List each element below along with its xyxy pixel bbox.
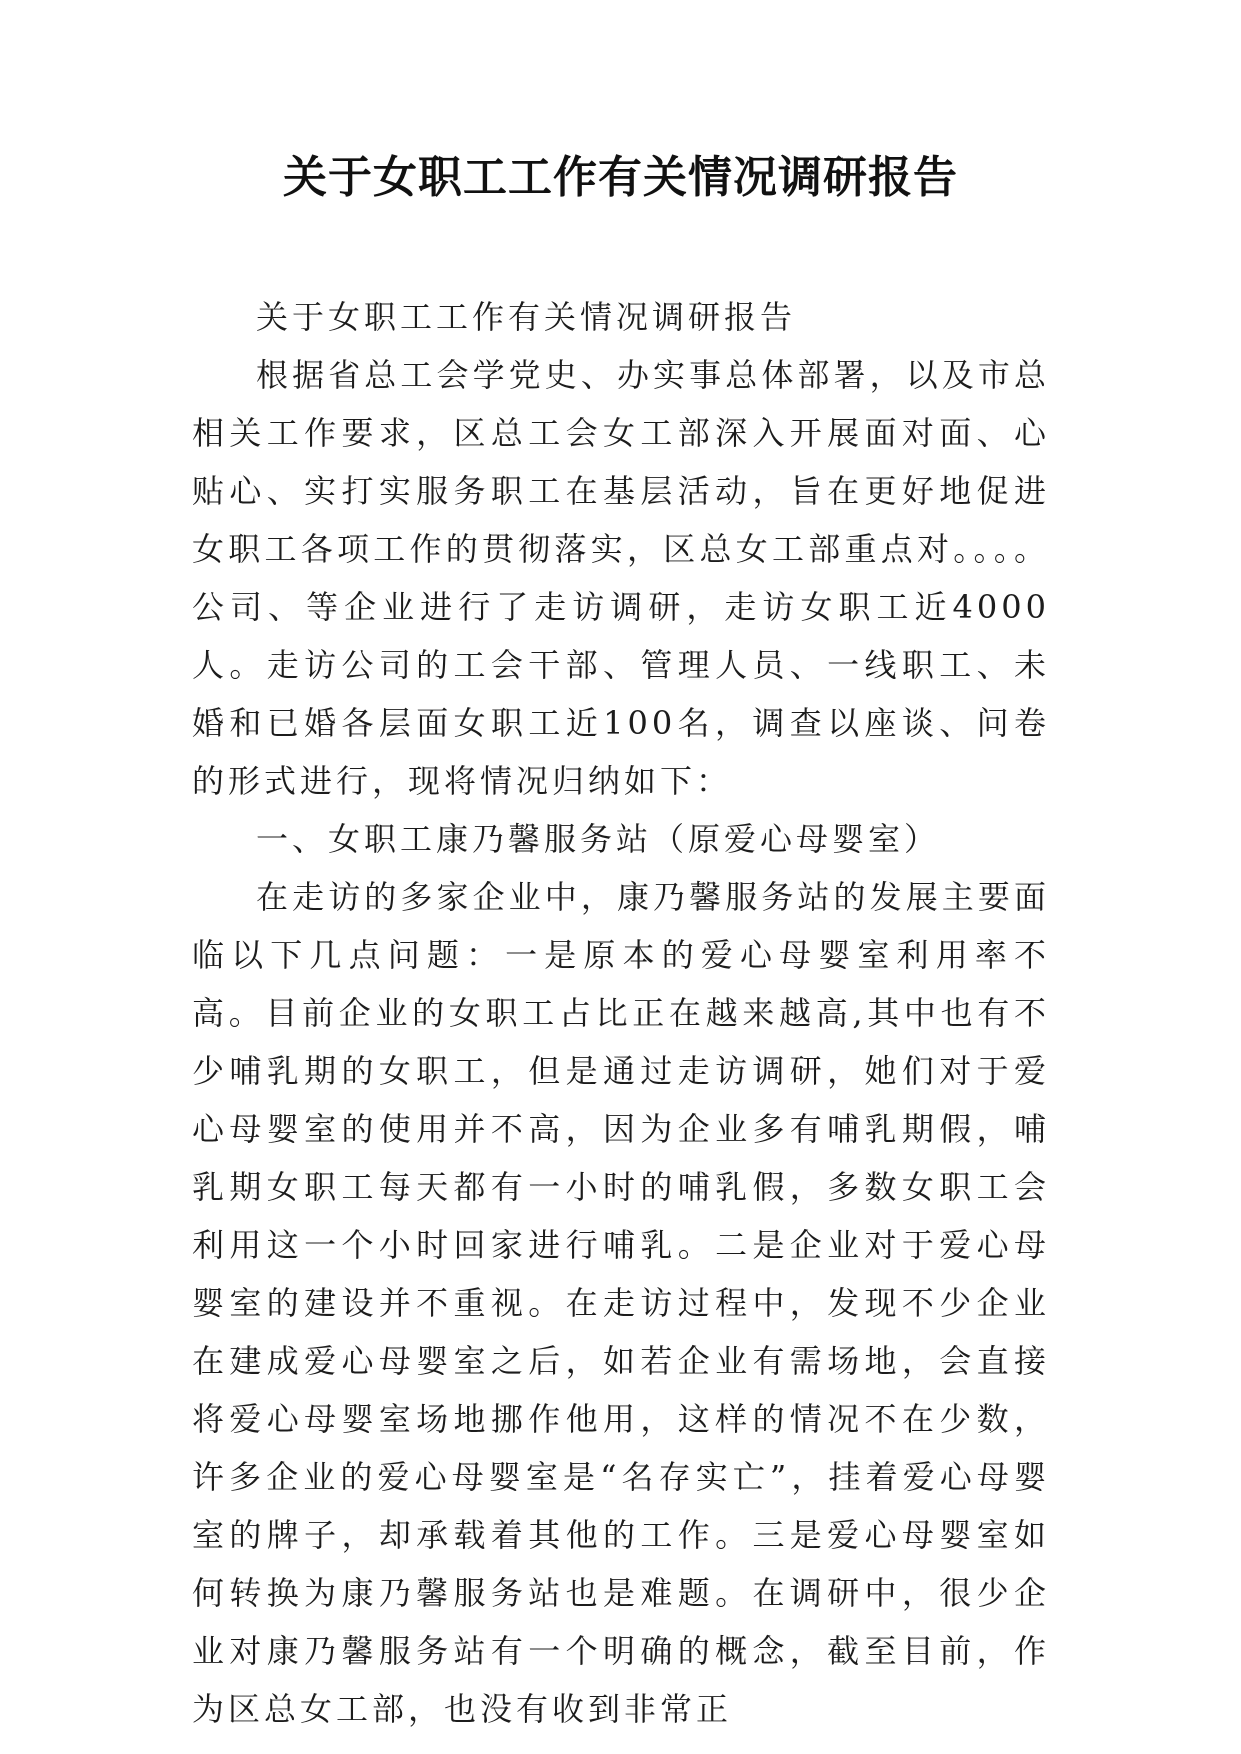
section-heading-1: 一、女职工康乃馨服务站（原爱心母婴室） xyxy=(256,820,941,858)
document-body xyxy=(192,288,1050,1738)
paragraph-repeat-title: 关于女职工工作有关情况调研报告 xyxy=(256,298,797,336)
paragraph-section-1: 在走访的多家企业中，康乃馨服务站的发展主要面临以下几点问题：一是原本的爱心母婴室利用率不高。目前企业的女职工占比正在越来越高,其中也有不少哺乳期的女职工，但是通过走访调研，她们对于爱心母婴室的使用并不高，因为企业多有哺乳期假，哺乳期女职工每天都有一小时的哺乳假，多数女职工会利用这一个小时回家进行哺乳。二是企业对于爱心母婴室的建设并不重视。在走访过程中，发现不少企业在建成爱心母婴室之后，如若企业有需场地，会直接将爱心母婴室场地挪作他用，这样的情况不在少数，许多企业的爱心母婴室是“名存实亡”，挂着爱心母婴室的牌子，却承载着其他的工作。三是爱心母婴室如何转换为康乃馨服务站也是难题。在调研中，很少企业对康乃馨服务站有一个明确的概念，截至目前，作为区总女工部，也没有收到非常正 xyxy=(192,878,1050,1728)
paragraph-introduction: 根据省总工会学党史、办实事总体部署，以及市总相关工作要求，区总工会女工部深入开展面对面、心贴心、实打实服务职工在基层活动，旨在更好地促进女职工各项工作的贯彻落实，区总女工部重点对。。。。公司、等企业进行了走访调研，走访女职工近4000人。走访公司的工会干部、管理人员、一线职工、未婚和已婚各层面女职工近100名，调查以座谈、问卷的形式进行，现将情况归纳如下： xyxy=(192,356,1050,800)
document-title: 关于女职工工作有关情况调研报告 xyxy=(283,152,958,203)
